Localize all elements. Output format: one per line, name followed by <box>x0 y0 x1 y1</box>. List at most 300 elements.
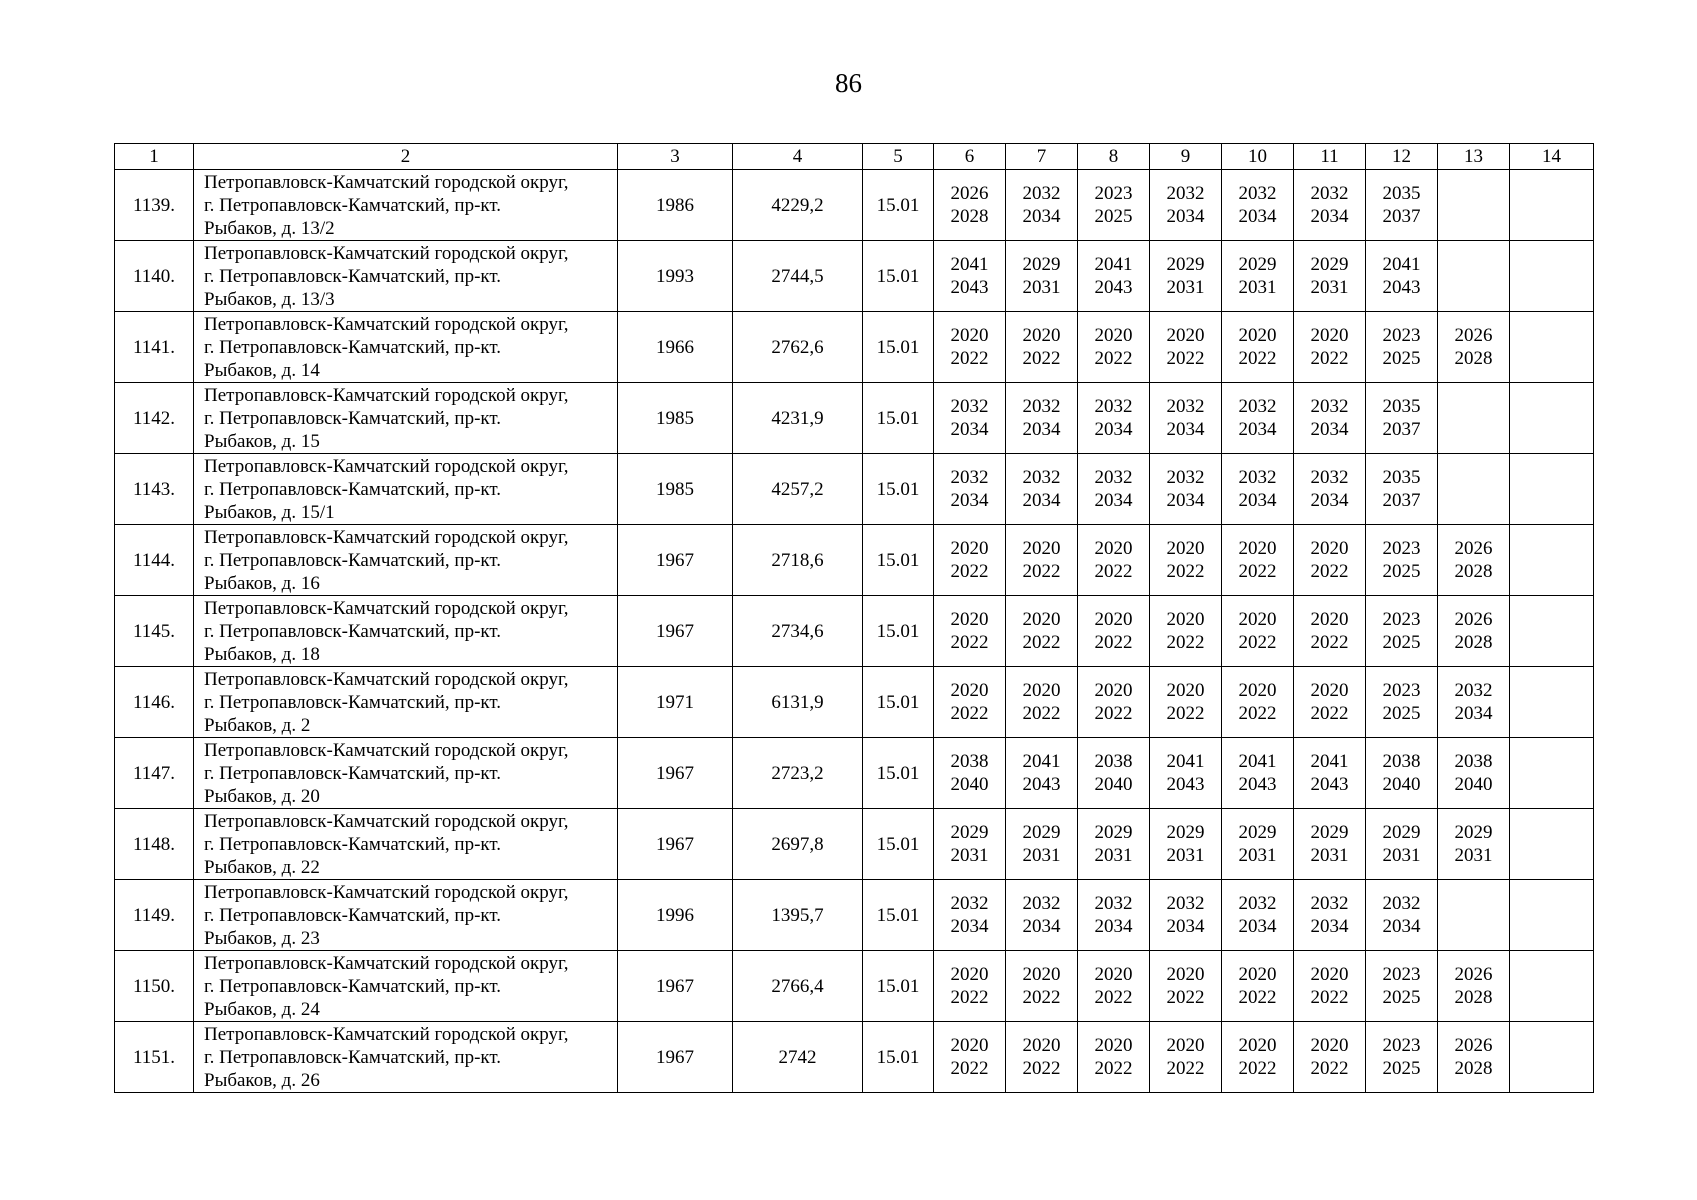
period-end: 2022 <box>950 561 989 582</box>
year-cell: 1993 <box>618 241 733 312</box>
period-cell <box>1366 170 1438 241</box>
period-end: 2028 <box>1454 987 1493 1008</box>
empty-cell <box>1510 951 1594 1022</box>
period-start: 2032 <box>1022 467 1061 488</box>
period-cell <box>1438 241 1510 312</box>
period-cell <box>1150 454 1222 525</box>
period-start: 2032 <box>1166 396 1205 417</box>
code-cell: 15.01 <box>863 454 934 525</box>
period-cell <box>934 312 1006 383</box>
period-cell <box>1438 454 1510 525</box>
year-cell: 1986 <box>618 170 733 241</box>
area-cell: 2697,8 <box>733 809 863 880</box>
period-cell <box>1294 312 1366 383</box>
period-cell <box>1366 241 1438 312</box>
address-line: Рыбаков, д. 24 <box>204 998 320 1020</box>
empty-cell <box>1510 738 1594 809</box>
period-cell <box>1150 596 1222 667</box>
year-cell: 1971 <box>618 667 733 738</box>
period-end: 2034 <box>1238 916 1277 937</box>
period-cell <box>1294 1022 1366 1093</box>
period-start: 2041 <box>1382 254 1421 275</box>
code-cell: 15.01 <box>863 170 934 241</box>
period-cell <box>1150 1022 1222 1093</box>
period-start: 2020 <box>1166 325 1205 346</box>
period-end: 2034 <box>1166 206 1205 227</box>
address-line: г. Петропавловск-Камчатский, пр-кт. <box>204 833 502 855</box>
period-start: 2020 <box>1022 609 1061 630</box>
address-line: Рыбаков, д. 13/3 <box>204 288 335 310</box>
table-row <box>115 596 1594 667</box>
period-cell <box>1366 525 1438 596</box>
period-start: 2032 <box>1310 467 1349 488</box>
code-cell: 15.01 <box>863 596 934 667</box>
address-cell <box>194 738 618 809</box>
period-cell <box>1078 454 1150 525</box>
address-line: г. Петропавловск-Камчатский, пр-кт. <box>204 762 502 784</box>
empty-cell <box>1510 241 1594 312</box>
area-cell: 2718,6 <box>733 525 863 596</box>
period-end: 2034 <box>1310 490 1349 511</box>
address-line: г. Петропавловск-Камчатский, пр-кт. <box>204 904 502 926</box>
period-start: 2020 <box>1094 680 1133 701</box>
period-end: 2022 <box>950 632 989 653</box>
period-cell <box>934 383 1006 454</box>
period-start: 2023 <box>1382 680 1421 701</box>
period-end: 2025 <box>1382 987 1421 1008</box>
period-start: 2041 <box>1310 751 1349 772</box>
period-start: 2023 <box>1382 538 1421 559</box>
year-cell: 1967 <box>618 525 733 596</box>
period-end: 2043 <box>1094 277 1133 298</box>
period-cell <box>1294 596 1366 667</box>
period-cell <box>1438 596 1510 667</box>
period-start: 2032 <box>1238 183 1277 204</box>
column-header: 4 <box>733 144 863 170</box>
period-end: 2022 <box>1310 1058 1349 1079</box>
row-number-cell: 1143. <box>115 454 194 525</box>
period-end: 2022 <box>1310 987 1349 1008</box>
period-cell <box>934 809 1006 880</box>
address-line: Петропавловск-Камчатский городской округ, <box>204 455 569 477</box>
period-cell <box>1006 383 1078 454</box>
period-cell <box>1006 738 1078 809</box>
period-end: 2031 <box>1238 277 1277 298</box>
period-start: 2041 <box>1022 751 1061 772</box>
period-end: 2034 <box>1238 419 1277 440</box>
column-header: 14 <box>1510 144 1594 170</box>
empty-cell <box>1510 525 1594 596</box>
period-cell <box>1078 667 1150 738</box>
year-cell: 1967 <box>618 809 733 880</box>
address-line: Петропавловск-Камчатский городской округ, <box>204 384 569 406</box>
period-end: 2031 <box>1022 845 1061 866</box>
period-end: 2022 <box>1094 703 1133 724</box>
period-start: 2029 <box>1238 254 1277 275</box>
period-start: 2032 <box>1238 396 1277 417</box>
period-cell <box>1366 667 1438 738</box>
period-cell <box>1006 1022 1078 1093</box>
period-start: 2038 <box>950 751 989 772</box>
period-end: 2043 <box>1166 774 1205 795</box>
address-cell <box>194 383 618 454</box>
period-start: 2041 <box>1166 751 1205 772</box>
area-cell: 4229,2 <box>733 170 863 241</box>
code-cell: 15.01 <box>863 951 934 1022</box>
period-cell <box>1294 738 1366 809</box>
empty-cell <box>1510 880 1594 951</box>
period-end: 2022 <box>1238 703 1277 724</box>
address-cell <box>194 667 618 738</box>
address-line: г. Петропавловск-Камчатский, пр-кт. <box>204 336 502 358</box>
address-cell <box>194 312 618 383</box>
period-cell <box>1366 809 1438 880</box>
period-cell <box>934 738 1006 809</box>
table-row <box>115 383 1594 454</box>
address-line: Рыбаков, д. 26 <box>204 1069 320 1091</box>
year-cell: 1967 <box>618 951 733 1022</box>
period-cell <box>1150 667 1222 738</box>
period-start: 2023 <box>1094 183 1133 204</box>
period-end: 2022 <box>1238 987 1277 1008</box>
period-cell <box>1078 241 1150 312</box>
period-start: 2023 <box>1382 1035 1421 1056</box>
address-line: Петропавловск-Камчатский городской округ, <box>204 242 569 264</box>
period-start: 2020 <box>1166 609 1205 630</box>
period-start: 2020 <box>950 964 989 985</box>
period-start: 2026 <box>1454 1035 1493 1056</box>
period-cell <box>1150 951 1222 1022</box>
period-cell <box>1150 525 1222 596</box>
period-cell <box>1366 738 1438 809</box>
address-line: г. Петропавловск-Камчатский, пр-кт. <box>204 975 502 997</box>
address-cell <box>194 241 618 312</box>
area-cell: 2762,6 <box>733 312 863 383</box>
period-cell <box>1438 383 1510 454</box>
address-line: Петропавловск-Камчатский городской округ, <box>204 810 569 832</box>
period-cell <box>1150 241 1222 312</box>
period-start: 2032 <box>950 396 989 417</box>
period-cell <box>1366 454 1438 525</box>
period-cell <box>1078 170 1150 241</box>
period-end: 2034 <box>1166 419 1205 440</box>
year-cell: 1996 <box>618 880 733 951</box>
period-end: 2022 <box>1166 632 1205 653</box>
period-start: 2020 <box>1022 538 1061 559</box>
address-line: г. Петропавловск-Камчатский, пр-кт. <box>204 620 502 642</box>
period-cell <box>1006 170 1078 241</box>
period-start: 2020 <box>1022 680 1061 701</box>
period-end: 2022 <box>1094 632 1133 653</box>
period-end: 2031 <box>1022 277 1061 298</box>
period-end: 2025 <box>1382 703 1421 724</box>
period-end: 2022 <box>1022 632 1061 653</box>
period-end: 2037 <box>1382 419 1421 440</box>
period-end: 2025 <box>1382 632 1421 653</box>
period-cell <box>1150 170 1222 241</box>
period-start: 2026 <box>1454 325 1493 346</box>
period-start: 2020 <box>1238 538 1277 559</box>
period-cell <box>1438 809 1510 880</box>
code-cell: 15.01 <box>863 1022 934 1093</box>
period-end: 2025 <box>1382 1058 1421 1079</box>
period-start: 2020 <box>1094 1035 1133 1056</box>
period-end: 2031 <box>1310 845 1349 866</box>
area-cell: 2766,4 <box>733 951 863 1022</box>
period-end: 2031 <box>1166 277 1205 298</box>
period-end: 2034 <box>1094 916 1133 937</box>
row-number-cell: 1149. <box>115 880 194 951</box>
address-line: Рыбаков, д. 15 <box>204 430 320 452</box>
row-number-cell: 1139. <box>115 170 194 241</box>
page-number: 86 <box>835 68 862 98</box>
period-end: 2034 <box>1238 490 1277 511</box>
period-start: 2032 <box>950 467 989 488</box>
period-start: 2035 <box>1382 396 1421 417</box>
period-end: 2031 <box>1094 845 1133 866</box>
period-end: 2028 <box>1454 632 1493 653</box>
address-cell <box>194 880 618 951</box>
header-row <box>115 144 1594 170</box>
period-start: 2020 <box>950 325 989 346</box>
period-start: 2038 <box>1382 751 1421 772</box>
row-number-cell: 1147. <box>115 738 194 809</box>
period-end: 2028 <box>1454 561 1493 582</box>
period-cell <box>1078 525 1150 596</box>
period-end: 2028 <box>1454 1058 1493 1079</box>
period-start: 2020 <box>1094 609 1133 630</box>
period-cell <box>1222 1022 1294 1093</box>
period-cell <box>1222 880 1294 951</box>
empty-cell <box>1510 170 1594 241</box>
period-start: 2032 <box>1022 183 1061 204</box>
period-end: 2037 <box>1382 206 1421 227</box>
period-cell <box>1006 596 1078 667</box>
period-end: 2028 <box>1454 348 1493 369</box>
period-start: 2032 <box>1238 893 1277 914</box>
period-cell <box>1150 738 1222 809</box>
period-start: 2020 <box>1166 964 1205 985</box>
period-cell <box>1366 383 1438 454</box>
period-end: 2043 <box>1238 774 1277 795</box>
period-start: 2035 <box>1382 183 1421 204</box>
address-line: г. Петропавловск-Камчатский, пр-кт. <box>204 1046 502 1068</box>
period-start: 2032 <box>1166 893 1205 914</box>
column-header: 13 <box>1438 144 1510 170</box>
period-start: 2032 <box>1310 183 1349 204</box>
period-end: 2022 <box>1310 632 1349 653</box>
period-start: 2029 <box>1454 822 1493 843</box>
address-line: г. Петропавловск-Камчатский, пр-кт. <box>204 549 502 571</box>
period-cell <box>1366 951 1438 1022</box>
period-end: 2031 <box>1454 845 1493 866</box>
period-start: 2032 <box>1454 680 1493 701</box>
period-start: 2020 <box>1166 680 1205 701</box>
address-line: Петропавловск-Камчатский городской округ, <box>204 1023 569 1045</box>
address-line: г. Петропавловск-Камчатский, пр-кт. <box>204 478 502 500</box>
period-cell <box>1294 809 1366 880</box>
code-cell: 15.01 <box>863 525 934 596</box>
row-number-cell: 1141. <box>115 312 194 383</box>
column-header: 2 <box>194 144 618 170</box>
period-cell <box>934 667 1006 738</box>
period-cell <box>1366 1022 1438 1093</box>
period-end: 2034 <box>950 490 989 511</box>
period-cell <box>1294 383 1366 454</box>
year-cell: 1967 <box>618 1022 733 1093</box>
period-cell <box>934 880 1006 951</box>
column-header: 7 <box>1006 144 1078 170</box>
period-start: 2020 <box>950 680 989 701</box>
period-cell <box>1078 312 1150 383</box>
period-end: 2043 <box>950 277 989 298</box>
period-start: 2032 <box>1022 893 1061 914</box>
period-end: 2022 <box>1238 632 1277 653</box>
period-end: 2034 <box>1022 916 1061 937</box>
period-cell <box>1078 809 1150 880</box>
period-end: 2022 <box>1094 1058 1133 1079</box>
code-cell: 15.01 <box>863 880 934 951</box>
period-start: 2023 <box>1382 964 1421 985</box>
period-end: 2034 <box>1022 419 1061 440</box>
period-cell <box>1294 951 1366 1022</box>
period-end: 2031 <box>1238 845 1277 866</box>
period-start: 2020 <box>1238 964 1277 985</box>
period-start: 2035 <box>1382 467 1421 488</box>
period-end: 2022 <box>1166 987 1205 1008</box>
address-line: Петропавловск-Камчатский городской округ, <box>204 952 569 974</box>
period-cell <box>1438 1022 1510 1093</box>
address-line: Рыбаков, д. 20 <box>204 785 320 807</box>
row-number-cell: 1146. <box>115 667 194 738</box>
period-cell <box>1366 880 1438 951</box>
address-line: г. Петропавловск-Камчатский, пр-кт. <box>204 407 502 429</box>
area-cell: 4231,9 <box>733 383 863 454</box>
period-start: 2026 <box>1454 964 1493 985</box>
period-end: 2025 <box>1094 206 1133 227</box>
period-end: 2034 <box>1454 703 1493 724</box>
period-start: 2020 <box>1310 964 1349 985</box>
period-end: 2022 <box>1166 561 1205 582</box>
period-start: 2026 <box>1454 538 1493 559</box>
period-end: 2043 <box>1382 277 1421 298</box>
code-cell: 15.01 <box>863 383 934 454</box>
period-start: 2029 <box>1382 822 1421 843</box>
address-line: Рыбаков, д. 13/2 <box>204 217 335 239</box>
period-start: 2020 <box>1238 609 1277 630</box>
period-end: 2031 <box>1382 845 1421 866</box>
period-end: 2022 <box>1310 561 1349 582</box>
empty-cell <box>1510 454 1594 525</box>
period-start: 2020 <box>1166 1035 1205 1056</box>
period-end: 2034 <box>1310 419 1349 440</box>
period-cell <box>1078 951 1150 1022</box>
period-end: 2022 <box>1310 348 1349 369</box>
empty-cell <box>1510 312 1594 383</box>
address-cell <box>194 454 618 525</box>
period-start: 2041 <box>950 254 989 275</box>
period-cell <box>1438 170 1510 241</box>
period-cell <box>934 951 1006 1022</box>
period-cell <box>934 525 1006 596</box>
address-line: Петропавловск-Камчатский городской округ, <box>204 597 569 619</box>
column-header: 1 <box>115 144 194 170</box>
empty-cell <box>1510 809 1594 880</box>
period-start: 2032 <box>1094 396 1133 417</box>
period-end: 2043 <box>1310 774 1349 795</box>
period-end: 2031 <box>1166 845 1205 866</box>
period-start: 2020 <box>1310 609 1349 630</box>
period-cell <box>934 1022 1006 1093</box>
period-end: 2022 <box>950 703 989 724</box>
address-cell <box>194 1022 618 1093</box>
table-body <box>115 170 1594 1093</box>
period-end: 2022 <box>1022 1058 1061 1079</box>
period-end: 2022 <box>1166 703 1205 724</box>
table-row <box>115 738 1594 809</box>
period-start: 2029 <box>950 822 989 843</box>
period-cell <box>1150 383 1222 454</box>
period-start: 2038 <box>1094 751 1133 772</box>
period-start: 2032 <box>1094 893 1133 914</box>
address-line: Рыбаков, д. 18 <box>204 643 320 665</box>
period-end: 2022 <box>1022 987 1061 1008</box>
column-header: 11 <box>1294 144 1366 170</box>
address-line: Рыбаков, д. 14 <box>204 359 320 381</box>
period-start: 2026 <box>950 183 989 204</box>
period-start: 2020 <box>1310 325 1349 346</box>
period-cell <box>1222 667 1294 738</box>
period-start: 2020 <box>1238 1035 1277 1056</box>
period-start: 2020 <box>1166 538 1205 559</box>
year-cell: 1985 <box>618 454 733 525</box>
area-cell: 2734,6 <box>733 596 863 667</box>
area-cell: 4257,2 <box>733 454 863 525</box>
period-start: 2038 <box>1454 751 1493 772</box>
period-cell <box>934 241 1006 312</box>
period-end: 2043 <box>1022 774 1061 795</box>
period-cell <box>1150 880 1222 951</box>
period-cell <box>1294 667 1366 738</box>
empty-cell <box>1510 667 1594 738</box>
address-line: Петропавловск-Камчатский городской округ, <box>204 526 569 548</box>
area-cell: 2744,5 <box>733 241 863 312</box>
period-start: 2032 <box>1310 893 1349 914</box>
period-cell <box>934 596 1006 667</box>
period-start: 2020 <box>1310 538 1349 559</box>
period-start: 2020 <box>950 609 989 630</box>
period-cell <box>1222 596 1294 667</box>
column-header: 9 <box>1150 144 1222 170</box>
period-end: 2034 <box>1166 490 1205 511</box>
period-end: 2022 <box>1310 703 1349 724</box>
period-end: 2034 <box>1238 206 1277 227</box>
period-end: 2022 <box>1238 561 1277 582</box>
period-start: 2032 <box>950 893 989 914</box>
year-cell: 1967 <box>618 596 733 667</box>
period-cell <box>1006 951 1078 1022</box>
period-start: 2020 <box>1094 964 1133 985</box>
year-cell: 1966 <box>618 312 733 383</box>
address-line: г. Петропавловск-Камчатский, пр-кт. <box>204 691 502 713</box>
period-start: 2029 <box>1022 254 1061 275</box>
address-line: г. Петропавловск-Камчатский, пр-кт. <box>204 194 502 216</box>
period-cell <box>1150 809 1222 880</box>
row-number-cell: 1145. <box>115 596 194 667</box>
period-end: 2022 <box>950 348 989 369</box>
period-end: 2040 <box>1454 774 1493 795</box>
address-line: Петропавловск-Камчатский городской округ, <box>204 881 569 903</box>
